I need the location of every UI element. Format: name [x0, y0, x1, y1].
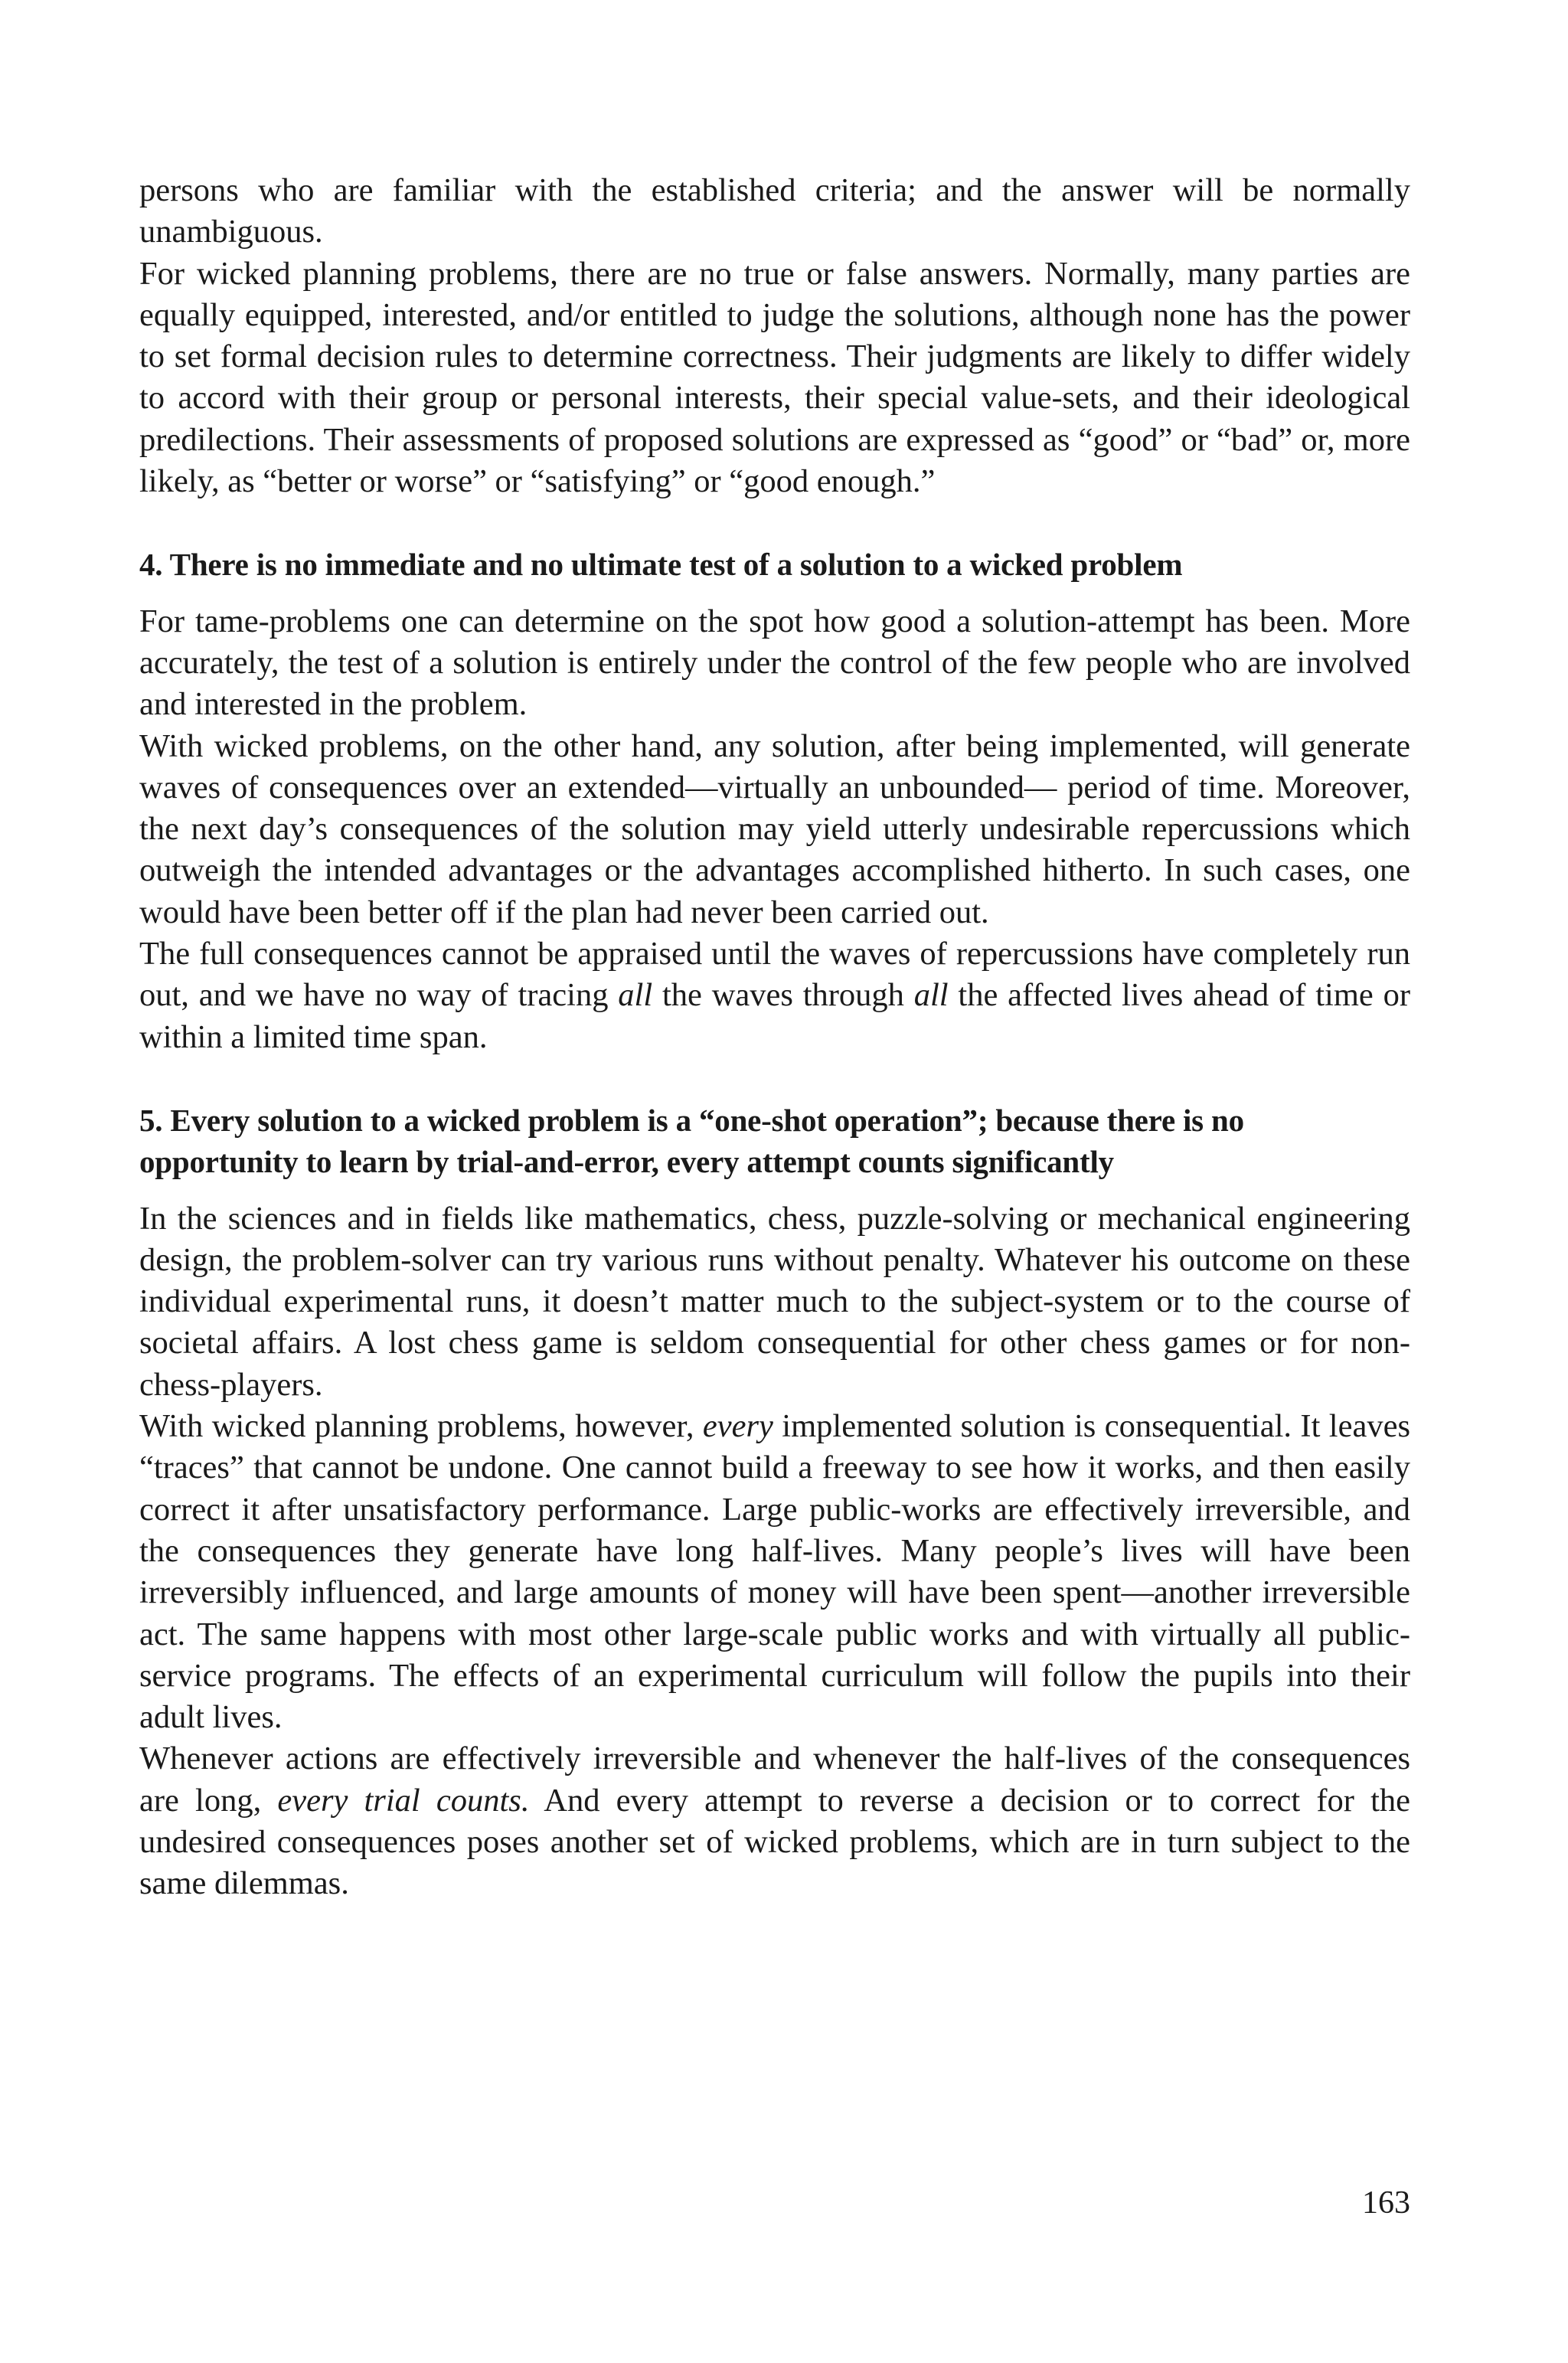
text-run: the affected lives ahead of time or within a limited time span.	[139, 977, 1410, 1055]
paragraph-criteria-continuation: persons who are familiar with the established criteria; and the answer will be normally unambiguous.	[139, 172, 1410, 250]
text-run: With wicked planning problems, however,	[139, 1408, 703, 1445]
emphasis-all-2: all	[913, 977, 949, 1014]
paragraph-waves-of-consequences: With wicked problems, on the other hand, any solution, after being implemented, will generate waves of consequences over an extended—virtually an unbounded— period of time. Moreover, the next day’s consequences of the solution may yield utterly undesirable repercussions which outweigh the intended advantages or the advantages accomplished hitherto. In such cases, one would have been better off if the plan had never been carried out.	[139, 727, 1410, 930]
section-4-heading	[139, 544, 1410, 585]
text-run: implemented solution is consequential. It leaves “traces” that cannot be undone. One cannot build a freeway to see how it works, and then easily correct it after unsatisfactory performance. Large public-works are effectively irreversible, and the consequences they generate have long half-lives. Many people’s lives will have been irreversibly influenced, and large amounts of money will have been spent—another irreversible act. The same happens with most other large-scale public works and with virtually all public-service programs. The effects of an experimental curriculum will follow the pupils into their adult lives.	[139, 1408, 1410, 1736]
section-5-heading	[139, 1100, 1410, 1183]
text-run: the waves through	[652, 977, 914, 1014]
emphasis-every-trial-counts: every trial counts.	[277, 1782, 530, 1819]
emphasis-every: every	[702, 1408, 773, 1445]
paragraph-sciences-trial-runs: In the sciences and in fields like mathematics, chess, puzzle-solving or mechanical engineering design, the problem-solver can try various runs without penalty. Whatever his outcome on these individual experimental runs, it doesn’t matter much to the subject-system or to the course of societal affairs. A lost chess game is seldom consequential for other chess games or for non-chess-players.	[139, 1200, 1410, 1403]
paragraph-every-trial-counts	[139, 1738, 1410, 1904]
paragraph-full-consequences	[139, 933, 1410, 1058]
text-run: And every attempt to reverse a decision or to correct for the undesired consequences poses another set of wicked problems, which are in turn subject to the same dilemmas.	[139, 1782, 1410, 1902]
paragraph-tame-problems-test: For tame-problems one can determine on the spot how good a solution-attempt has been. More accurately, the test of a solution is entirely under the control of the few people who are involved and interested in the problem.	[139, 603, 1410, 723]
section-5-number: 5.	[139, 1102, 163, 1138]
section-4-number: 4.	[139, 547, 163, 583]
page-number: 163	[1362, 2185, 1410, 2221]
emphasis-all-1: all	[618, 977, 653, 1014]
section-4-title: There is no immediate and no ultimate test of a solution to a wicked problem	[169, 547, 1183, 583]
text-run: Whenever actions are effectively irreversible and whenever the half-lives of the consequences are long,	[139, 1740, 1410, 1819]
paragraph-no-true-false: For wicked planning problems, there are no true or false answers. Normally, many parties are equally equipped, interested, and/or entitled to judge the solutions, although none has the power to set formal decision rules to determine correctness. Their judgments are likely to differ widely to accord with their group or personal interests, their special value-sets, and their ideological predilections. Their assessments of proposed solutions are expressed as “good” or “bad” or, more likely, as “better or worse” or “satisfying” or “good enough.”	[139, 255, 1410, 500]
paragraph-every-solution-consequential	[139, 1406, 1410, 1738]
body-text	[139, 170, 1410, 1905]
text-run: The full consequences cannot be appraised until the waves of repercussions have completely run out, and we have no way of tracing	[139, 936, 1410, 1014]
section-5-title: Every solution to a wicked problem is a “one-shot operation”; because there is no opportunity to learn by trial-and-error, every attempt counts significantly	[139, 1102, 1244, 1180]
